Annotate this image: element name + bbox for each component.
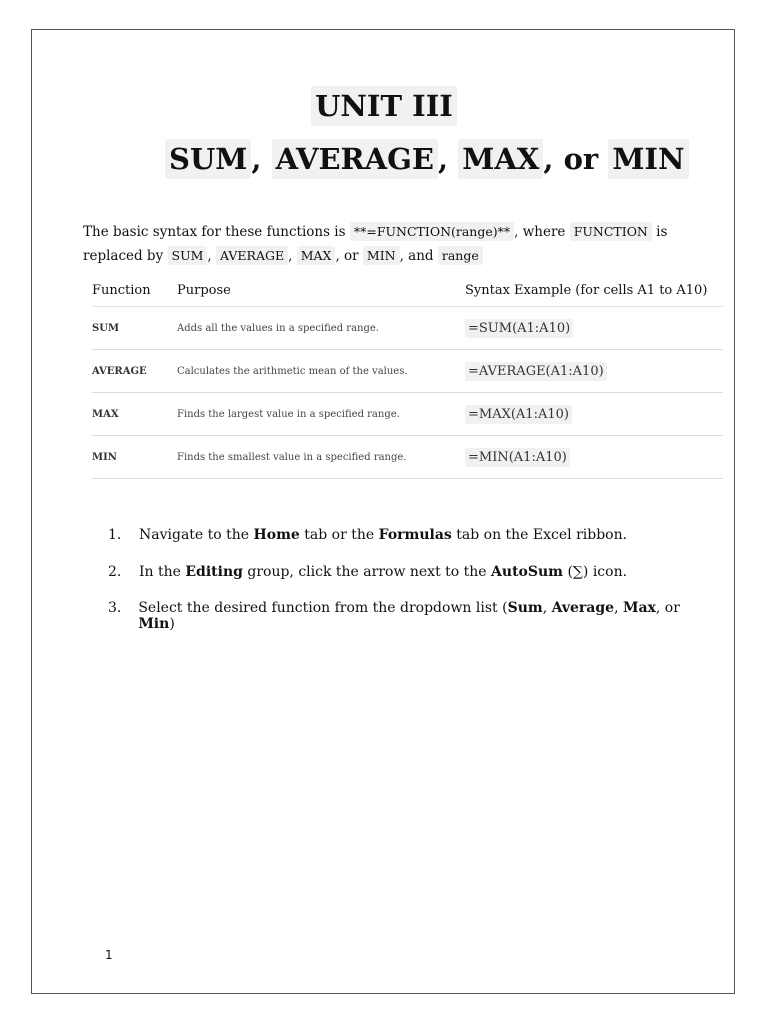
function-name: MAX: [92, 393, 177, 436]
function-purpose: Finds the largest value in a specified range.: [177, 393, 465, 436]
list-item: [108, 600, 708, 637]
subtitle-sum: SUM: [165, 139, 251, 179]
function-code: FUNCTION: [570, 222, 652, 241]
unit-title: UNIT III: [0, 89, 768, 123]
function-name: AVERAGE: [92, 350, 177, 393]
table-row: [92, 393, 723, 436]
table-row: [92, 307, 723, 350]
function-syntax: =MIN(A1:A10): [465, 436, 723, 479]
step-text: Navigate to the Home tab or the Formulas tab on the Excel ribbon.: [139, 527, 628, 543]
subtitle-average: AVERAGE: [272, 139, 438, 179]
step-text: In the Editing group, click the arrow next to the AutoSum (∑) icon.: [139, 563, 628, 580]
intro-paragraph: The basic syntax for these functions is **=FUNCTION(range)** , where FUNCTION is replaced by SUM , AVERAGE , MAX , or MIN , and range: [83, 224, 668, 264]
table-header-row: [92, 274, 723, 307]
functions-table: [92, 274, 723, 479]
subtitle-max: MAX: [458, 139, 543, 179]
function-name: MIN: [92, 436, 177, 479]
syntax-code: **=FUNCTION(range)**: [350, 222, 514, 241]
header-syntax: Syntax Example (for cells A1 to A10): [465, 274, 723, 307]
sum-code: SUM: [168, 246, 208, 265]
min-code: MIN: [363, 246, 400, 265]
function-purpose: Adds all the values in a specified range.: [177, 307, 465, 350]
function-name: SUM: [92, 307, 177, 350]
step-number: 1.: [108, 527, 122, 543]
page-subtitle: SUM , AVERAGE , MAX , or MIN: [165, 142, 689, 176]
table-row: [92, 436, 723, 479]
range-code: range: [438, 246, 483, 265]
header-purpose: Purpose: [177, 274, 465, 307]
step-text: Select the desired function from the dropdown list (Sum, Average, Max, or Min): [138, 600, 680, 632]
average-code: AVERAGE: [216, 246, 288, 265]
step-number: 2.: [108, 563, 122, 580]
list-item: [108, 564, 708, 601]
function-syntax: =SUM(A1:A10): [465, 307, 723, 350]
steps-list: [108, 527, 708, 637]
subtitle-min: MIN: [608, 139, 688, 179]
page-number: 1: [105, 948, 113, 962]
function-syntax: =MAX(A1:A10): [465, 393, 723, 436]
function-purpose: Calculates the arithmetic mean of the values.: [177, 350, 465, 393]
function-syntax: =AVERAGE(A1:A10): [465, 350, 723, 393]
step-number: 3.: [108, 600, 122, 616]
function-purpose: Finds the smallest value in a specified range.: [177, 436, 465, 479]
list-item: [108, 527, 708, 564]
table-row: [92, 350, 723, 393]
max-code: MAX: [297, 246, 336, 265]
header-function: Function: [92, 274, 177, 307]
